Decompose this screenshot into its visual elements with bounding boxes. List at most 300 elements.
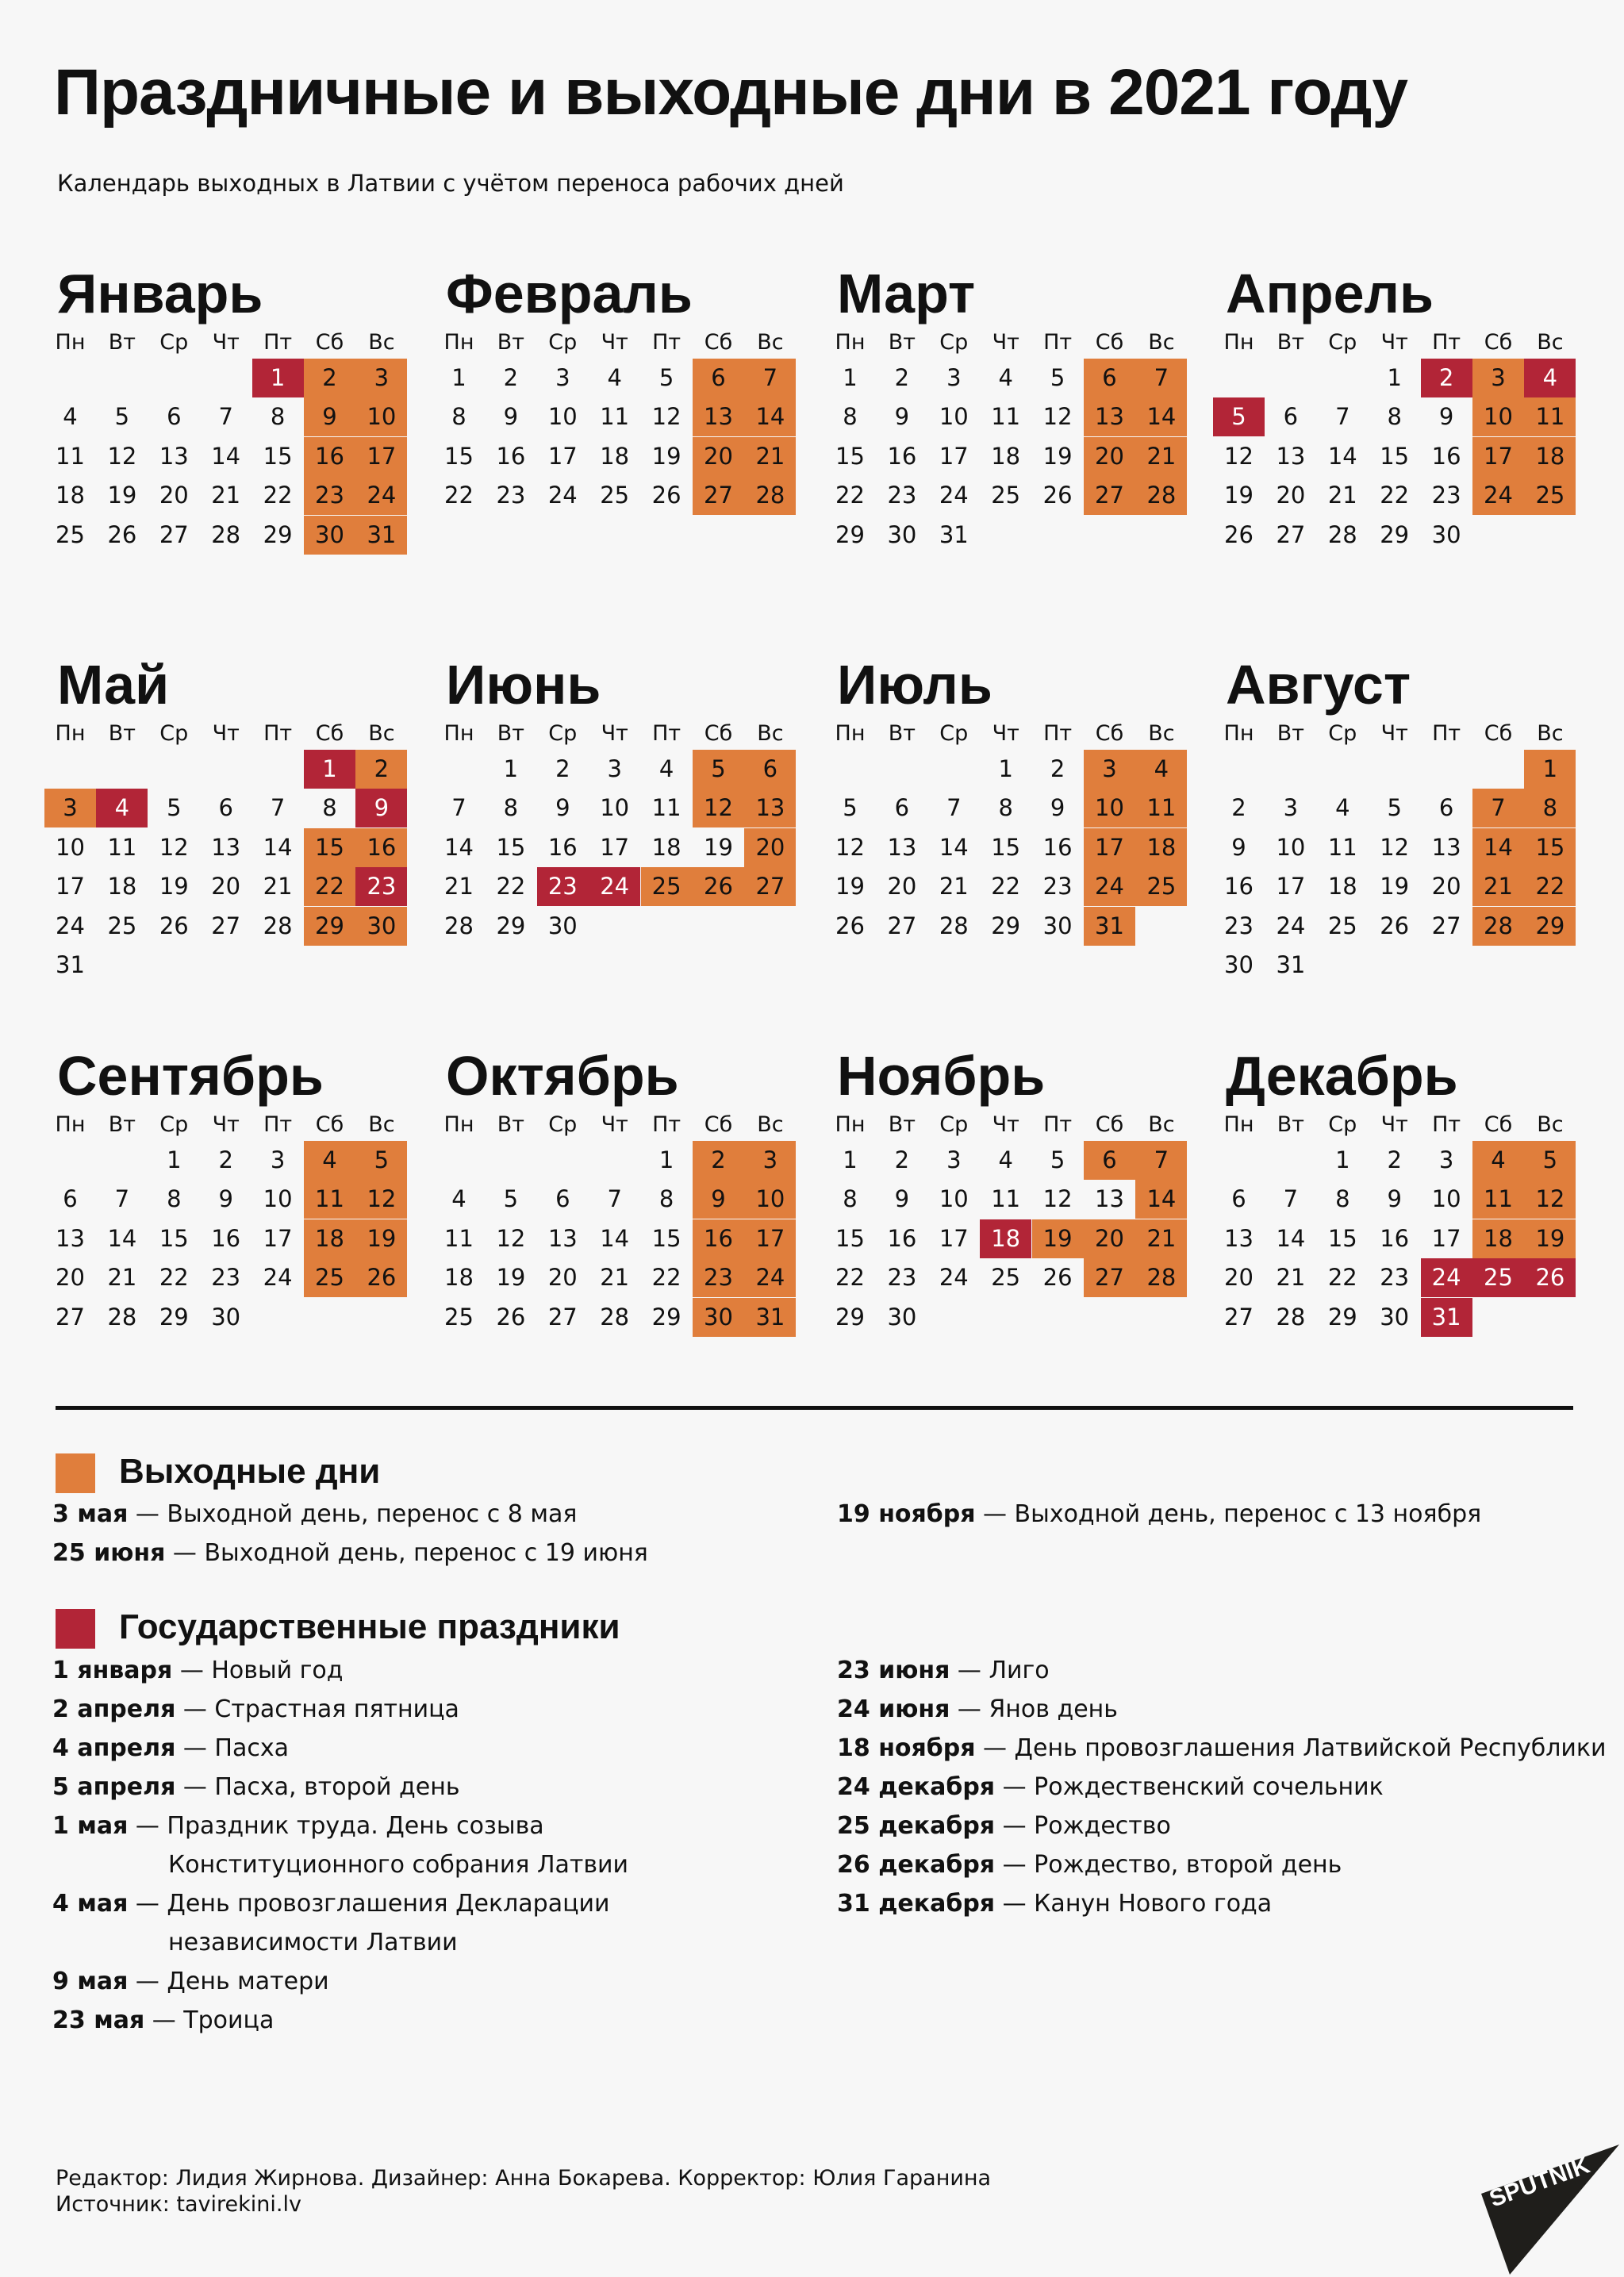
day-cell[interactable]: 7 <box>946 794 962 821</box>
weekend-day-cell[interactable]: 17 <box>744 1219 796 1258</box>
day-cell[interactable]: 21 <box>1327 482 1357 509</box>
weekend-day-cell[interactable]: 21 <box>1135 437 1187 476</box>
weekend-day-cell[interactable]: 25 <box>1135 867 1187 906</box>
day-cell[interactable]: 9 <box>894 403 910 430</box>
day-cell[interactable]: 10 <box>547 403 578 430</box>
day-cell[interactable]: 24 <box>263 1264 293 1291</box>
day-cell[interactable]: 10 <box>1276 834 1306 861</box>
day-cell[interactable]: 18 <box>651 834 681 861</box>
day-cell[interactable]: 30 <box>887 1304 917 1330</box>
day-cell[interactable]: 15 <box>496 834 526 861</box>
day-cell[interactable]: 14 <box>444 834 474 861</box>
day-cell[interactable]: 11 <box>600 403 630 430</box>
day-cell[interactable]: 22 <box>263 482 293 509</box>
day-cell[interactable]: 9 <box>894 1185 910 1212</box>
day-cell[interactable]: 15 <box>835 1225 865 1252</box>
day-cell[interactable]: 7 <box>1283 1185 1299 1212</box>
day-cell[interactable]: 11 <box>107 834 137 861</box>
day-cell[interactable]: 20 <box>159 482 189 509</box>
day-cell[interactable]: 27 <box>1224 1304 1254 1330</box>
day-cell[interactable]: 12 <box>1042 403 1073 430</box>
day-cell[interactable]: 18 <box>991 443 1021 470</box>
day-cell[interactable]: 17 <box>600 834 630 861</box>
day-cell[interactable]: 10 <box>939 1185 969 1212</box>
day-cell[interactable]: 16 <box>887 443 917 470</box>
day-cell[interactable]: 4 <box>451 1185 466 1212</box>
day-cell[interactable]: 2 <box>555 755 570 782</box>
day-cell[interactable]: 6 <box>1231 1185 1246 1212</box>
day-cell[interactable]: 13 <box>887 834 917 861</box>
day-cell[interactable]: 5 <box>1387 794 1402 821</box>
day-cell[interactable]: 12 <box>496 1225 526 1252</box>
day-cell[interactable]: 19 <box>159 873 189 900</box>
weekend-day-cell[interactable]: 16 <box>355 828 407 867</box>
weekend-day-cell[interactable]: 12 <box>1524 1180 1576 1219</box>
day-cell[interactable]: 16 <box>1042 834 1073 861</box>
day-cell[interactable]: 9 <box>503 403 519 430</box>
day-cell[interactable]: 23 <box>1380 1264 1410 1291</box>
day-cell[interactable]: 11 <box>444 1225 474 1252</box>
day-cell[interactable]: 5 <box>167 794 182 821</box>
weekend-day-cell[interactable]: 7 <box>1135 359 1187 397</box>
weekend-day-cell[interactable]: 30 <box>355 907 407 946</box>
weekend-day-cell[interactable]: 17 <box>1084 828 1135 867</box>
day-cell[interactable]: 27 <box>211 912 241 939</box>
day-cell[interactable]: 30 <box>887 521 917 548</box>
weekend-day-cell[interactable]: 25 <box>641 867 693 906</box>
weekend-day-cell[interactable]: 7 <box>1135 1141 1187 1180</box>
day-cell[interactable]: 1 <box>503 755 519 782</box>
day-cell[interactable]: 19 <box>496 1264 526 1291</box>
day-cell[interactable]: 16 <box>547 834 578 861</box>
day-cell[interactable]: 2 <box>1050 755 1065 782</box>
weekend-day-cell[interactable]: 3 <box>1472 359 1524 397</box>
day-cell[interactable]: 10 <box>1431 1185 1461 1212</box>
weekend-day-cell[interactable]: 31 <box>1084 907 1135 946</box>
day-cell[interactable]: 31 <box>939 521 969 548</box>
day-cell[interactable]: 20 <box>1276 482 1306 509</box>
day-cell[interactable]: 19 <box>704 834 733 861</box>
day-cell[interactable]: 11 <box>991 403 1021 430</box>
weekend-day-cell[interactable]: 17 <box>355 437 407 476</box>
day-cell[interactable]: 3 <box>1283 794 1299 821</box>
weekend-day-cell[interactable]: 31 <box>744 1298 796 1337</box>
day-cell[interactable]: 5 <box>1050 364 1065 391</box>
holiday-day-cell[interactable]: 23 <box>537 867 589 906</box>
day-cell[interactable]: 14 <box>1327 443 1357 470</box>
weekend-day-cell[interactable]: 31 <box>355 516 407 555</box>
holiday-day-cell[interactable]: 1 <box>304 750 355 789</box>
day-cell[interactable]: 19 <box>1042 443 1073 470</box>
day-cell[interactable]: 13 <box>1431 834 1461 861</box>
day-cell[interactable]: 15 <box>1380 443 1410 470</box>
holiday-day-cell[interactable]: 26 <box>1524 1258 1576 1297</box>
day-cell[interactable]: 1 <box>167 1146 182 1173</box>
weekend-day-cell[interactable]: 5 <box>355 1141 407 1180</box>
weekend-day-cell[interactable]: 2 <box>355 750 407 789</box>
day-cell[interactable]: 2 <box>1231 794 1246 821</box>
day-cell[interactable]: 21 <box>211 482 241 509</box>
weekend-day-cell[interactable]: 23 <box>304 476 355 515</box>
day-cell[interactable]: 5 <box>1050 1146 1065 1173</box>
day-cell[interactable]: 11 <box>1327 834 1357 861</box>
holiday-day-cell[interactable]: 4 <box>1524 359 1576 397</box>
day-cell[interactable]: 13 <box>159 443 189 470</box>
day-cell[interactable]: 25 <box>600 482 630 509</box>
day-cell[interactable]: 22 <box>835 1264 865 1291</box>
day-cell[interactable]: 2 <box>894 1146 910 1173</box>
day-cell[interactable]: 16 <box>887 1225 917 1252</box>
day-cell[interactable]: 15 <box>159 1225 189 1252</box>
day-cell[interactable]: 5 <box>503 1185 519 1212</box>
day-cell[interactable]: 11 <box>56 443 85 470</box>
weekend-day-cell[interactable]: 11 <box>1472 1180 1524 1219</box>
weekend-day-cell[interactable]: 18 <box>1135 828 1187 867</box>
day-cell[interactable]: 28 <box>263 912 293 939</box>
weekend-day-cell[interactable]: 14 <box>1135 397 1187 436</box>
day-cell[interactable]: 1 <box>843 364 858 391</box>
day-cell[interactable]: 2 <box>894 364 910 391</box>
day-cell[interactable]: 21 <box>444 873 474 900</box>
day-cell[interactable]: 28 <box>939 912 969 939</box>
day-cell[interactable]: 17 <box>263 1225 293 1252</box>
weekend-day-cell[interactable]: 9 <box>304 397 355 436</box>
day-cell[interactable]: 8 <box>451 403 466 430</box>
day-cell[interactable]: 10 <box>600 794 630 821</box>
weekend-day-cell[interactable]: 30 <box>304 516 355 555</box>
day-cell[interactable]: 19 <box>1380 873 1410 900</box>
day-cell[interactable]: 13 <box>56 1225 85 1252</box>
weekend-day-cell[interactable]: 26 <box>355 1258 407 1297</box>
day-cell[interactable]: 15 <box>1327 1225 1357 1252</box>
weekend-day-cell[interactable]: 9 <box>693 1180 744 1219</box>
day-cell[interactable]: 27 <box>56 1304 85 1330</box>
day-cell[interactable]: 14 <box>1276 1225 1306 1252</box>
day-cell[interactable]: 12 <box>107 443 137 470</box>
weekend-day-cell[interactable]: 11 <box>1135 789 1187 827</box>
day-cell[interactable]: 25 <box>1327 912 1357 939</box>
weekend-day-cell[interactable]: 20 <box>1084 437 1135 476</box>
day-cell[interactable]: 27 <box>547 1304 578 1330</box>
day-cell[interactable]: 21 <box>1276 1264 1306 1291</box>
day-cell[interactable]: 20 <box>1224 1264 1254 1291</box>
day-cell[interactable]: 8 <box>167 1185 182 1212</box>
day-cell[interactable]: 21 <box>600 1264 630 1291</box>
weekend-day-cell[interactable]: 28 <box>744 476 796 515</box>
day-cell[interactable]: 8 <box>270 403 286 430</box>
weekend-day-cell[interactable]: 25 <box>304 1258 355 1297</box>
weekend-day-cell[interactable]: 18 <box>1524 437 1576 476</box>
weekend-day-cell[interactable]: 6 <box>1084 1141 1135 1180</box>
weekend-day-cell[interactable]: 28 <box>1472 907 1524 946</box>
weekend-day-cell[interactable]: 6 <box>1084 359 1135 397</box>
holiday-day-cell[interactable]: 2 <box>1421 359 1472 397</box>
day-cell[interactable]: 29 <box>991 912 1021 939</box>
weekend-day-cell[interactable]: 24 <box>355 476 407 515</box>
day-cell[interactable]: 14 <box>263 834 293 861</box>
day-cell[interactable]: 15 <box>444 443 474 470</box>
day-cell[interactable]: 5 <box>114 403 130 430</box>
day-cell[interactable]: 2 <box>218 1146 233 1173</box>
day-cell[interactable]: 19 <box>1224 482 1254 509</box>
day-cell[interactable]: 18 <box>1327 873 1357 900</box>
day-cell[interactable]: 12 <box>159 834 189 861</box>
day-cell[interactable]: 28 <box>211 521 241 548</box>
weekend-day-cell[interactable]: 13 <box>1084 397 1135 436</box>
weekend-day-cell[interactable]: 8 <box>1524 789 1576 827</box>
day-cell[interactable]: 26 <box>1224 521 1254 548</box>
day-cell[interactable]: 15 <box>651 1225 681 1252</box>
day-cell[interactable]: 18 <box>600 443 630 470</box>
day-cell[interactable]: 3 <box>607 755 622 782</box>
day-cell[interactable]: 11 <box>991 1185 1021 1212</box>
day-cell[interactable]: 5 <box>658 364 674 391</box>
weekend-day-cell[interactable]: 3 <box>355 359 407 397</box>
weekend-day-cell[interactable]: 6 <box>693 359 744 397</box>
day-cell[interactable]: 3 <box>270 1146 286 1173</box>
day-cell[interactable]: 26 <box>1042 1264 1073 1291</box>
weekend-day-cell[interactable]: 10 <box>1472 397 1524 436</box>
day-cell[interactable]: 23 <box>1042 873 1073 900</box>
weekend-day-cell[interactable]: 14 <box>1472 828 1524 867</box>
weekend-day-cell[interactable]: 3 <box>1084 750 1135 789</box>
day-cell[interactable]: 4 <box>63 403 78 430</box>
day-cell[interactable]: 1 <box>451 364 466 391</box>
weekend-day-cell[interactable]: 21 <box>1472 867 1524 906</box>
day-cell[interactable]: 26 <box>651 482 681 509</box>
weekend-day-cell[interactable]: 24 <box>744 1258 796 1297</box>
weekend-day-cell[interactable]: 3 <box>44 789 96 827</box>
day-cell[interactable]: 7 <box>1335 403 1350 430</box>
day-cell[interactable]: 26 <box>496 1304 526 1330</box>
day-cell[interactable]: 12 <box>835 834 865 861</box>
day-cell[interactable]: 22 <box>835 482 865 509</box>
day-cell[interactable]: 10 <box>939 403 969 430</box>
day-cell[interactable]: 7 <box>218 403 233 430</box>
weekend-day-cell[interactable]: 12 <box>355 1180 407 1219</box>
weekend-day-cell[interactable]: 29 <box>304 907 355 946</box>
day-cell[interactable]: 29 <box>1380 521 1410 548</box>
holiday-day-cell[interactable]: 24 <box>589 867 640 906</box>
weekend-day-cell[interactable]: 21 <box>744 437 796 476</box>
day-cell[interactable]: 31 <box>1276 951 1306 978</box>
holiday-day-cell[interactable]: 23 <box>355 867 407 906</box>
day-cell[interactable]: 29 <box>1327 1304 1357 1330</box>
day-cell[interactable]: 1 <box>1335 1146 1350 1173</box>
day-cell[interactable]: 17 <box>1431 1225 1461 1252</box>
weekend-day-cell[interactable]: 11 <box>1524 397 1576 436</box>
weekend-day-cell[interactable]: 19 <box>355 1219 407 1258</box>
weekend-day-cell[interactable]: 7 <box>744 359 796 397</box>
day-cell[interactable]: 10 <box>263 1185 293 1212</box>
day-cell[interactable]: 25 <box>56 521 85 548</box>
day-cell[interactable]: 18 <box>56 482 85 509</box>
day-cell[interactable]: 8 <box>998 794 1013 821</box>
day-cell[interactable]: 20 <box>887 873 917 900</box>
day-cell[interactable]: 16 <box>1380 1225 1410 1252</box>
day-cell[interactable]: 24 <box>939 482 969 509</box>
day-cell[interactable]: 21 <box>107 1264 137 1291</box>
day-cell[interactable]: 8 <box>1335 1185 1350 1212</box>
day-cell[interactable]: 28 <box>600 1304 630 1330</box>
day-cell[interactable]: 16 <box>1224 873 1254 900</box>
weekend-day-cell[interactable]: 10 <box>355 397 407 436</box>
day-cell[interactable]: 30 <box>211 1304 241 1330</box>
day-cell[interactable]: 8 <box>322 794 337 821</box>
day-cell[interactable]: 7 <box>270 794 286 821</box>
day-cell[interactable]: 22 <box>444 482 474 509</box>
day-cell[interactable]: 1 <box>1387 364 1402 391</box>
day-cell[interactable]: 16 <box>496 443 526 470</box>
day-cell[interactable]: 20 <box>211 873 241 900</box>
day-cell[interactable]: 30 <box>1380 1304 1410 1330</box>
weekend-day-cell[interactable]: 28 <box>1135 476 1187 515</box>
day-cell[interactable]: 20 <box>547 1264 578 1291</box>
day-cell[interactable]: 28 <box>444 912 474 939</box>
day-cell[interactable]: 12 <box>651 403 681 430</box>
day-cell[interactable]: 23 <box>496 482 526 509</box>
day-cell[interactable]: 20 <box>56 1264 85 1291</box>
day-cell[interactable]: 8 <box>658 1185 674 1212</box>
day-cell[interactable]: 21 <box>939 873 969 900</box>
day-cell[interactable]: 26 <box>107 521 137 548</box>
day-cell[interactable]: 26 <box>1042 482 1073 509</box>
day-cell[interactable]: 26 <box>1380 912 1410 939</box>
weekend-day-cell[interactable]: 28 <box>1135 1258 1187 1297</box>
day-cell[interactable]: 8 <box>503 794 519 821</box>
day-cell[interactable]: 13 <box>547 1225 578 1252</box>
day-cell[interactable]: 22 <box>651 1264 681 1291</box>
day-cell[interactable]: 9 <box>555 794 570 821</box>
day-cell[interactable]: 29 <box>263 521 293 548</box>
day-cell[interactable]: 9 <box>1387 1185 1402 1212</box>
weekend-day-cell[interactable]: 5 <box>693 750 744 789</box>
day-cell[interactable]: 30 <box>1224 951 1254 978</box>
weekend-day-cell[interactable]: 6 <box>744 750 796 789</box>
day-cell[interactable]: 4 <box>998 1146 1013 1173</box>
day-cell[interactable]: 21 <box>263 873 293 900</box>
day-cell[interactable]: 29 <box>496 912 526 939</box>
weekend-day-cell[interactable]: 12 <box>693 789 744 827</box>
weekend-day-cell[interactable]: 20 <box>693 437 744 476</box>
day-cell[interactable]: 15 <box>263 443 293 470</box>
weekend-day-cell[interactable]: 1 <box>1524 750 1576 789</box>
day-cell[interactable]: 28 <box>107 1304 137 1330</box>
weekend-day-cell[interactable]: 4 <box>1135 750 1187 789</box>
day-cell[interactable]: 20 <box>1431 873 1461 900</box>
day-cell[interactable]: 19 <box>651 443 681 470</box>
day-cell[interactable]: 3 <box>946 364 962 391</box>
day-cell[interactable]: 27 <box>1276 521 1306 548</box>
day-cell[interactable]: 27 <box>159 521 189 548</box>
weekend-day-cell[interactable]: 26 <box>693 867 744 906</box>
day-cell[interactable]: 9 <box>1231 834 1246 861</box>
day-cell[interactable]: 4 <box>1335 794 1350 821</box>
day-cell[interactable]: 15 <box>835 443 865 470</box>
day-cell[interactable]: 22 <box>1380 482 1410 509</box>
day-cell[interactable]: 16 <box>211 1225 241 1252</box>
day-cell[interactable]: 8 <box>1387 403 1402 430</box>
weekend-day-cell[interactable]: 24 <box>1084 867 1135 906</box>
day-cell[interactable]: 12 <box>1224 443 1254 470</box>
day-cell[interactable]: 11 <box>651 794 681 821</box>
day-cell[interactable]: 31 <box>56 951 85 978</box>
day-cell[interactable]: 27 <box>1431 912 1461 939</box>
day-cell[interactable]: 24 <box>547 482 578 509</box>
day-cell[interactable]: 8 <box>843 1185 858 1212</box>
day-cell[interactable]: 17 <box>939 443 969 470</box>
day-cell[interactable]: 19 <box>835 873 865 900</box>
weekend-day-cell[interactable]: 14 <box>744 397 796 436</box>
weekend-day-cell[interactable]: 4 <box>1472 1141 1524 1180</box>
holiday-day-cell[interactable]: 9 <box>355 789 407 827</box>
day-cell[interactable]: 4 <box>607 364 622 391</box>
weekend-day-cell[interactable]: 19 <box>1032 1219 1084 1258</box>
weekend-day-cell[interactable]: 27 <box>744 867 796 906</box>
weekend-day-cell[interactable]: 16 <box>304 437 355 476</box>
day-cell[interactable]: 24 <box>1276 912 1306 939</box>
day-cell[interactable]: 3 <box>1438 1146 1454 1173</box>
day-cell[interactable]: 23 <box>211 1264 241 1291</box>
holiday-day-cell[interactable]: 1 <box>252 359 304 397</box>
weekend-day-cell[interactable]: 13 <box>744 789 796 827</box>
day-cell[interactable]: 13 <box>1224 1225 1254 1252</box>
day-cell[interactable]: 13 <box>1276 443 1306 470</box>
day-cell[interactable]: 14 <box>600 1225 630 1252</box>
day-cell[interactable]: 30 <box>547 912 578 939</box>
day-cell[interactable]: 28 <box>1327 521 1357 548</box>
weekend-day-cell[interactable]: 5 <box>1524 1141 1576 1180</box>
weekend-day-cell[interactable]: 16 <box>693 1219 744 1258</box>
weekend-day-cell[interactable]: 10 <box>744 1180 796 1219</box>
weekend-day-cell[interactable]: 4 <box>304 1141 355 1180</box>
day-cell[interactable]: 7 <box>607 1185 622 1212</box>
day-cell[interactable]: 24 <box>56 912 85 939</box>
day-cell[interactable]: 17 <box>1276 873 1306 900</box>
day-cell[interactable]: 9 <box>1438 403 1454 430</box>
day-cell[interactable]: 30 <box>1042 912 1073 939</box>
day-cell[interactable]: 26 <box>159 912 189 939</box>
weekend-day-cell[interactable]: 27 <box>1084 476 1135 515</box>
day-cell[interactable]: 3 <box>946 1146 962 1173</box>
day-cell[interactable]: 23 <box>887 1264 917 1291</box>
day-cell[interactable]: 6 <box>167 403 182 430</box>
day-cell[interactable]: 17 <box>56 873 85 900</box>
day-cell[interactable]: 25 <box>991 482 1021 509</box>
weekend-day-cell[interactable]: 13 <box>693 397 744 436</box>
weekend-day-cell[interactable]: 30 <box>693 1298 744 1337</box>
day-cell[interactable]: 17 <box>547 443 578 470</box>
day-cell[interactable]: 5 <box>843 794 858 821</box>
weekend-day-cell[interactable]: 22 <box>1524 867 1576 906</box>
weekend-day-cell[interactable]: 24 <box>1472 476 1524 515</box>
day-cell[interactable]: 28 <box>1276 1304 1306 1330</box>
day-cell[interactable]: 30 <box>1431 521 1461 548</box>
day-cell[interactable]: 4 <box>658 755 674 782</box>
day-cell[interactable]: 29 <box>835 1304 865 1330</box>
day-cell[interactable]: 1 <box>658 1146 674 1173</box>
day-cell[interactable]: 4 <box>998 364 1013 391</box>
day-cell[interactable]: 18 <box>107 873 137 900</box>
day-cell[interactable]: 10 <box>56 834 85 861</box>
weekend-day-cell[interactable]: 22 <box>304 867 355 906</box>
holiday-day-cell[interactable]: 31 <box>1421 1298 1472 1337</box>
day-cell[interactable]: 23 <box>1224 912 1254 939</box>
weekend-day-cell[interactable]: 21 <box>1135 1219 1187 1258</box>
day-cell[interactable]: 3 <box>555 364 570 391</box>
day-cell[interactable]: 6 <box>1438 794 1454 821</box>
day-cell[interactable]: 23 <box>887 482 917 509</box>
